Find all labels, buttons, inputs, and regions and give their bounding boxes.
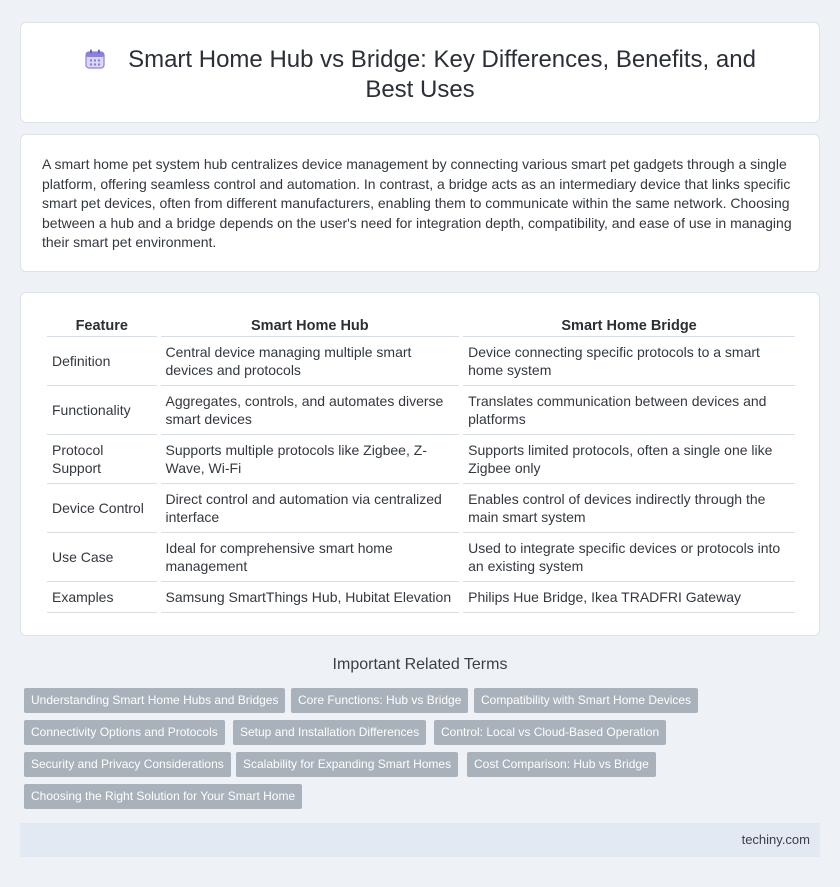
intro-card (20, 134, 820, 272)
table-row (47, 435, 795, 484)
related-term-tag[interactable]: Understanding Smart Home Hubs and Bridges (24, 688, 285, 713)
comparison-table (43, 315, 799, 613)
row-bridge-value: Supports limited protocols, often a single one like Zigbee only (463, 435, 795, 484)
row-feature: Definition (47, 337, 157, 386)
table-row (47, 582, 795, 613)
related-term-tag[interactable]: Scalability for Expanding Smart Homes (236, 752, 458, 777)
related-term-tag[interactable]: Compatibility with Smart Home Devices (474, 688, 698, 713)
row-bridge-value: Used to integrate specific devices or protocols into an existing system (463, 533, 795, 582)
related-term-tag[interactable]: Control: Local vs Cloud-Based Operation (434, 720, 666, 745)
footer (20, 823, 820, 857)
table-header-row (47, 315, 795, 337)
table-row (47, 533, 795, 582)
intro-paragraph: A smart home pet system hub centralizes device management by connecting various smart pet gadgets through a single platform, offering seamless control and automation. In contrast, a bridge acts as an intermediary device that links specific smart pet devices, often from different manufacturers, enabling them to communicate within the same network. Choosing between a hub and a bridge depends on the user's need for integration depth, compatibility, and ease of use in managing their smart pet environment. (42, 156, 792, 250)
header-feature: Feature (47, 315, 157, 337)
row-bridge-value: Translates communication between devices and platforms (463, 386, 795, 435)
row-hub-value: Aggregates, controls, and automates diverse smart devices (161, 386, 460, 435)
related-term-tag[interactable]: Connectivity Options and Protocols (24, 720, 225, 745)
related-term-tag[interactable]: Cost Comparison: Hub vs Bridge (467, 752, 656, 777)
row-feature: Functionality (47, 386, 157, 435)
row-feature: Examples (47, 582, 157, 613)
row-hub-value: Direct control and automation via centralized interface (161, 484, 460, 533)
table-row (47, 337, 795, 386)
calendar-icon (84, 48, 106, 70)
row-hub-value: Ideal for comprehensive smart home management (161, 533, 460, 582)
table-row (47, 484, 795, 533)
row-feature: Protocol Support (47, 435, 157, 484)
row-bridge-value: Enables control of devices indirectly through the main smart system (463, 484, 795, 533)
header-hub: Smart Home Hub (161, 315, 460, 337)
row-bridge-value: Philips Hue Bridge, Ikea TRADFRI Gateway (463, 582, 795, 613)
page-title-text: Smart Home Hub vs Bridge: Key Differences, Benefits, and Best Uses (128, 46, 756, 103)
row-hub-value: Central device managing multiple smart devices and protocols (161, 337, 460, 386)
table-row (47, 386, 795, 435)
related-term-tag[interactable]: Security and Privacy Considerations (24, 752, 231, 777)
comparison-table-card (20, 292, 820, 636)
header-bridge: Smart Home Bridge (463, 315, 795, 337)
related-term-tag[interactable]: Setup and Installation Differences (233, 720, 426, 745)
footer-site[interactable]: techiny.com (741, 832, 810, 847)
row-feature: Use Case (47, 533, 157, 582)
row-feature: Device Control (47, 484, 157, 533)
related-terms-title: Important Related Terms (332, 656, 508, 673)
page-title (61, 45, 779, 105)
row-bridge-value: Device connecting specific protocols to a smart home system (463, 337, 795, 386)
title-card (20, 22, 820, 123)
related-term-tag[interactable]: Core Functions: Hub vs Bridge (291, 688, 468, 713)
row-hub-value: Supports multiple protocols like Zigbee, Z-Wave, Wi-Fi (161, 435, 460, 484)
related-term-tag[interactable]: Choosing the Right Solution for Your Smart Home (24, 784, 302, 809)
row-hub-value: Samsung SmartThings Hub, Hubitat Elevation (161, 582, 460, 613)
